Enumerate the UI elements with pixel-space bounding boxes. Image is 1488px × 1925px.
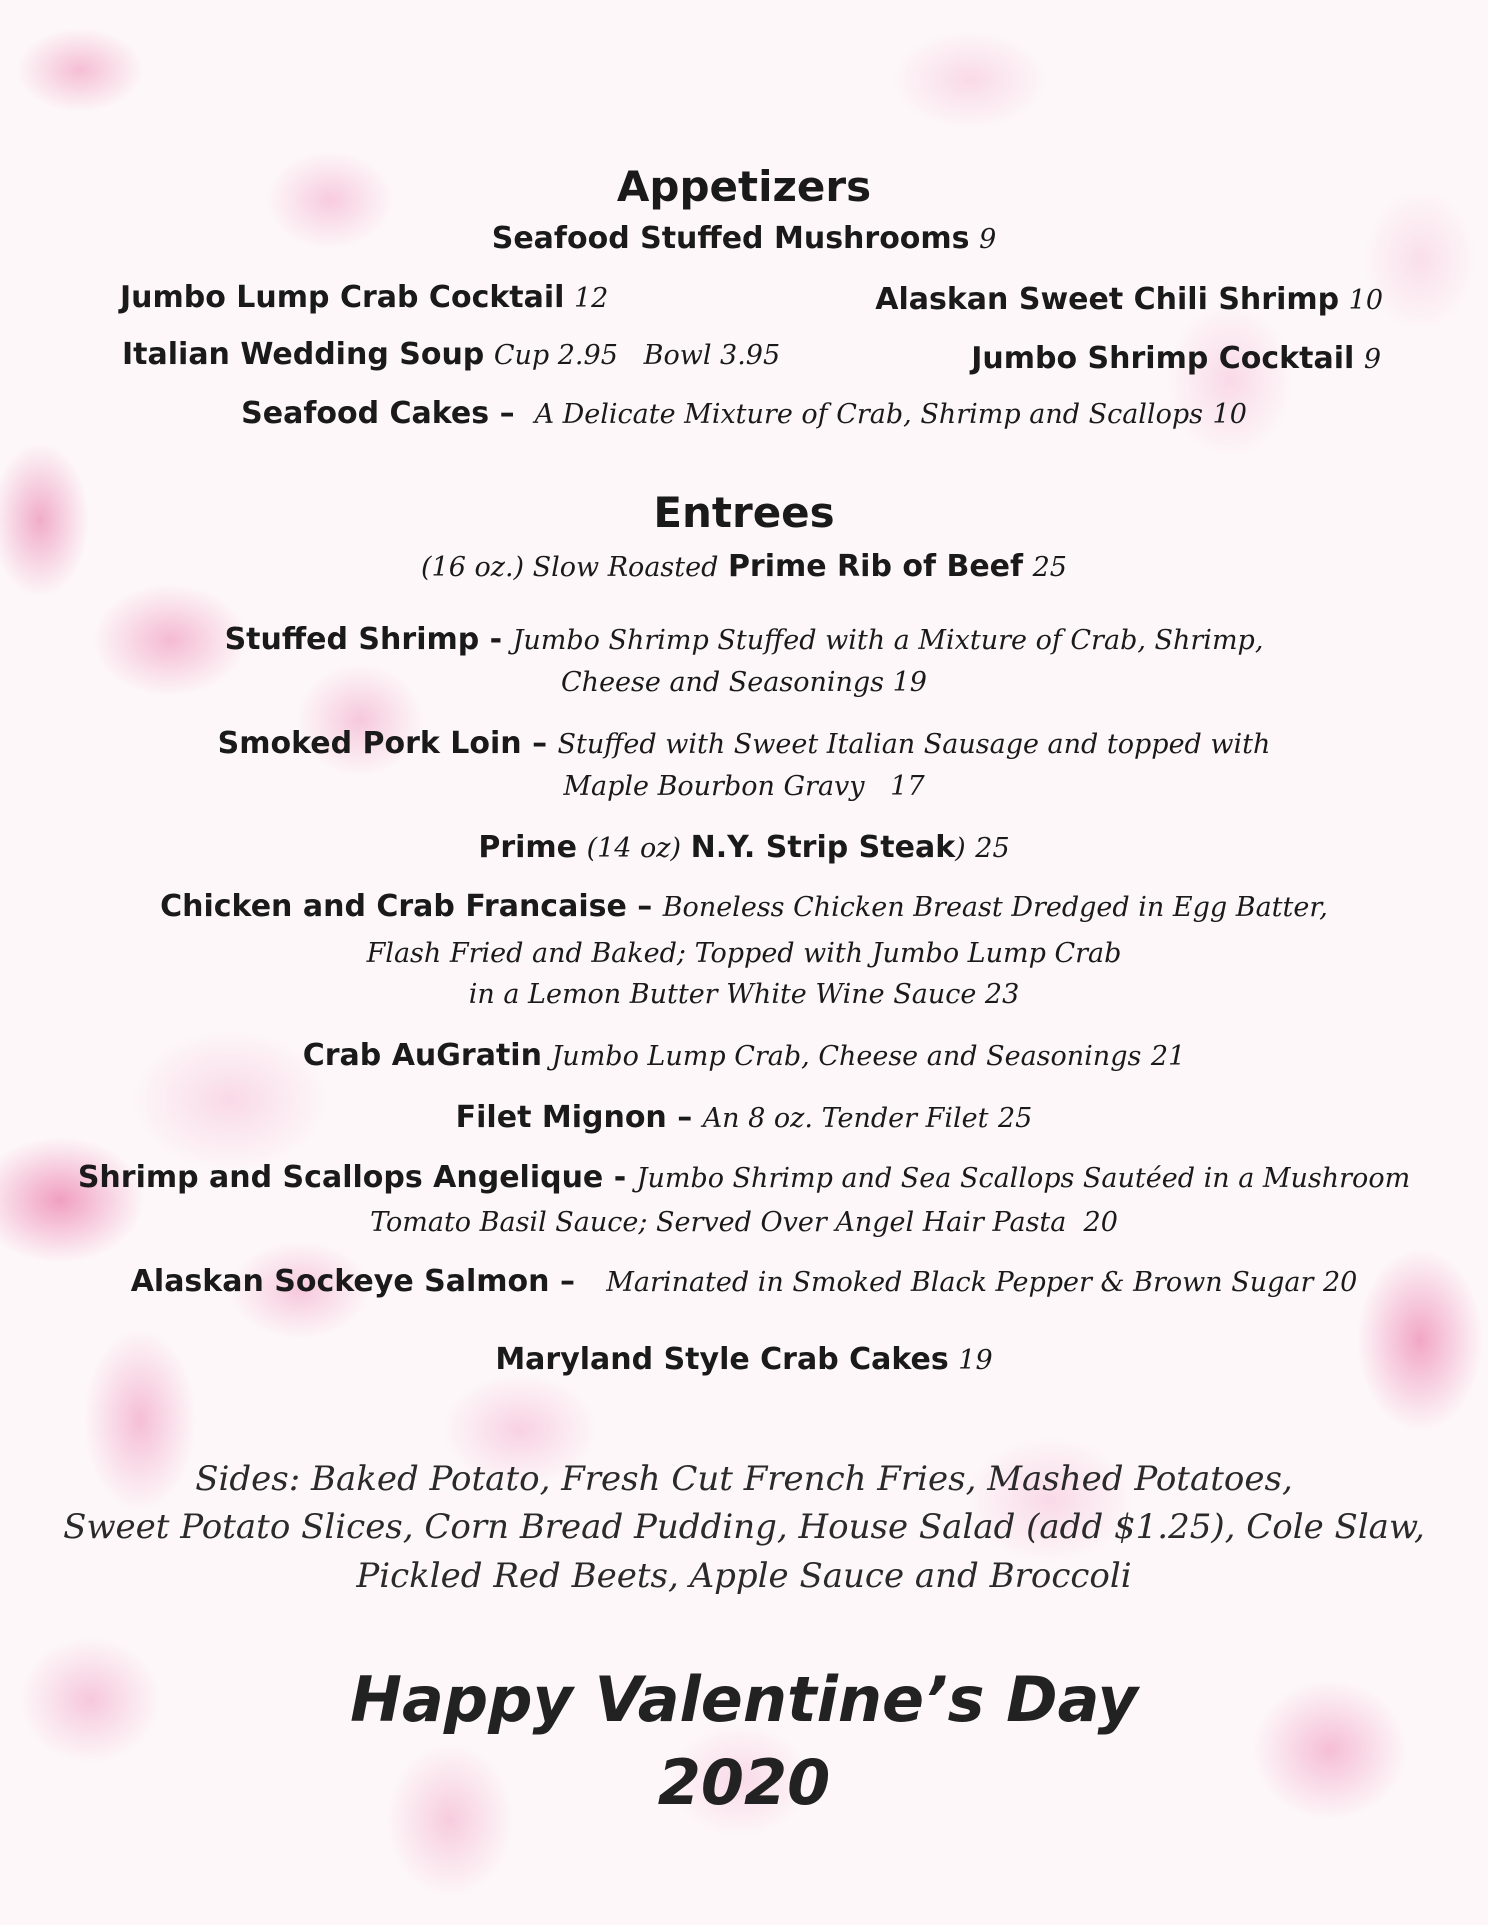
- item-name: Filet Mignon: [455, 1100, 667, 1135]
- menu-item-smoked-pork-loin: [0, 724, 1488, 765]
- item-description: Jumbo Shrimp and Sea Scallops Sautéed in a Mushroom: [636, 1163, 1411, 1194]
- item-price: 9: [979, 224, 997, 255]
- greeting-title: Happy Valentine’s Day: [350, 1663, 1138, 1736]
- item-separator: –: [489, 396, 526, 431]
- item-size-prefix: (16 oz.) Slow Roasted: [421, 552, 719, 583]
- item-description-continued: Maple Bourbon Gravy 17: [563, 771, 925, 802]
- appetizers-heading: Appetizers: [616, 162, 872, 211]
- item-price: 10: [1348, 285, 1383, 316]
- item-name: Shrimp and Scallops Angelique: [77, 1160, 604, 1195]
- item-name: Stuffed Shrimp: [224, 622, 480, 657]
- item-description: Jumbo Lump Crab, Cheese and Seasonings: [551, 1041, 1142, 1072]
- item-price: 21: [1150, 1041, 1186, 1072]
- item-separator: -: [479, 622, 513, 657]
- menu-item-prime-rib: [0, 547, 1488, 588]
- item-price: 9: [1363, 344, 1381, 375]
- item-name: Jumbo Lump Crab Cocktail: [120, 280, 565, 315]
- item-description-continued: Cheese and Seasonings 19: [561, 667, 927, 698]
- menu-item-seafood-stuffed-mushrooms: [0, 219, 1488, 260]
- menu-item-jumbo-lump-crab-cocktail: [120, 278, 608, 319]
- item-size: (14 oz): [586, 833, 682, 864]
- greeting-year: 2020: [657, 1746, 831, 1819]
- item-price: Cup 2.95 Bowl 3.95: [493, 340, 781, 371]
- item-description: Jumbo Shrimp Stuffed with a Mixture of Crab, Shrimp,: [512, 625, 1264, 656]
- item-description-continued: Flash Fried and Baked; Topped with Jumbo Lump Crab: [366, 938, 1122, 969]
- item-name: Italian Wedding Soup: [122, 337, 485, 372]
- item-price: 20: [1322, 1267, 1358, 1298]
- item-name-continued: N.Y. Strip Steak: [690, 830, 956, 865]
- menu-item-ny-strip-steak: [0, 828, 1488, 869]
- menu-item-stuffed-shrimp: [0, 620, 1488, 661]
- menu-item-jumbo-shrimp-cocktail: [971, 339, 1381, 380]
- item-price: 25: [997, 1103, 1033, 1134]
- item-name: Prime Rib of Beef: [727, 549, 1024, 584]
- menu-item-italian-wedding-soup: [122, 335, 780, 376]
- item-separator: –: [666, 1100, 703, 1135]
- item-closing-paren: ): [955, 833, 966, 864]
- item-separator: -: [603, 1160, 637, 1195]
- menu-item-maryland-style-crab-cakes: [0, 1340, 1488, 1381]
- item-name: Jumbo Shrimp Cocktail: [971, 341, 1355, 376]
- item-name: Prime: [478, 830, 578, 865]
- item-name: Maryland Style Crab Cakes: [495, 1342, 949, 1377]
- menu-item-alaskan-sockeye-salmon: [0, 1262, 1488, 1303]
- item-description-continued: in a Lemon Butter White Wine Sauce 23: [468, 979, 1020, 1010]
- item-name: Chicken and Crab Francaise: [160, 889, 627, 924]
- item-name: Crab AuGratin: [302, 1038, 542, 1073]
- item-description: An 8 oz. Tender Filet: [702, 1103, 989, 1134]
- sides-line: Pickled Red Beets, Apple Sauce and Broccoli: [356, 1556, 1132, 1596]
- sides-line: Sides: Baked Potato, Fresh Cut French Fries, Mashed Potatoes,: [195, 1459, 1293, 1499]
- item-description: Stuffed with Sweet Italian Sausage and topped with: [557, 729, 1271, 760]
- item-name: Smoked Pork Loin: [217, 726, 522, 761]
- item-price: 25: [1032, 552, 1067, 583]
- sides-line: Sweet Potato Slices, Corn Bread Pudding, House Salad (add $1.25), Cole Slaw,: [63, 1507, 1425, 1547]
- item-price: 10: [1212, 399, 1247, 430]
- item-description: Marinated in Smoked Black Pepper & Brown Sugar: [606, 1267, 1314, 1298]
- item-price: 19: [958, 1345, 993, 1376]
- menu-item-seafood-cakes: [0, 394, 1488, 435]
- item-separator: –: [521, 726, 558, 761]
- menu-item-shrimp-and-scallops-angelique: [0, 1158, 1488, 1199]
- menu-item-chicken-and-crab-francaise: [0, 887, 1488, 928]
- menu-item-alaskan-sweet-chili-shrimp: [875, 280, 1383, 321]
- item-name: Seafood Cakes: [241, 396, 490, 431]
- item-description: Boneless Chicken Breast Dredged in Egg Batter,: [662, 892, 1328, 923]
- item-name: Alaskan Sweet Chili Shrimp: [875, 282, 1340, 317]
- item-price: 12: [574, 283, 609, 314]
- item-separator: –: [549, 1264, 607, 1299]
- item-name: Seafood Stuffed Mushrooms: [491, 221, 970, 256]
- menu-item-filet-mignon: [0, 1098, 1488, 1139]
- item-separator: –: [626, 889, 663, 924]
- item-description-continued: Tomato Basil Sauce; Served Over Angel Hair Pasta 20: [370, 1207, 1118, 1238]
- item-name: Alaskan Sockeye Salmon: [130, 1264, 550, 1299]
- entrees-heading: Entrees: [653, 488, 835, 537]
- item-price: 25: [975, 833, 1010, 864]
- menu-item-crab-augratin: [0, 1036, 1488, 1077]
- item-description: A Delicate Mixture of Crab, Shrimp and Scallops: [534, 399, 1203, 430]
